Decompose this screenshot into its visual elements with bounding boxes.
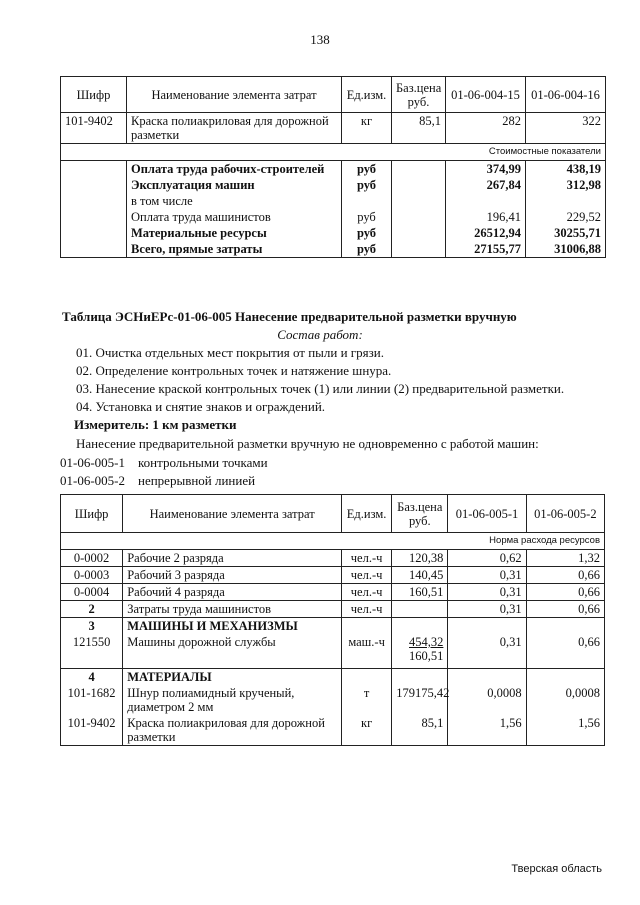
row-unit: руб [342, 177, 392, 193]
norm-code: 01-06-005-2 [60, 473, 125, 488]
norm-code: 01-06-005-1 [60, 455, 125, 470]
row-unit: руб [342, 209, 392, 225]
material-name: Краска полиакриловая для дорожной разметки [127, 113, 342, 144]
row-v2: 0,0008 [526, 685, 604, 715]
row-v1: 1,56 [448, 715, 526, 746]
row-v1: 0,62 [448, 550, 526, 567]
section-title: МАТЕРИАЛЫ [123, 668, 342, 685]
norm-code-desc: контрольными точками [138, 455, 268, 470]
row-v1: 27155,77 [446, 241, 526, 258]
row-v2: 1,56 [526, 715, 604, 746]
table-row [61, 584, 605, 601]
header-name: Наименование элемента затрат [127, 77, 342, 113]
table2-title: Таблица ЭСНиЕРс-01-06-005 Нанесение предварительной разметки вручную [62, 309, 517, 324]
row-name: Оплата труда рабочих-строителей [127, 161, 342, 178]
row-name: Затраты труда машинистов [123, 601, 342, 618]
norm-label: Норма расхода ресурсов [61, 533, 605, 550]
row-name: Эксплуатация машин [127, 177, 342, 193]
row-name: Шнур полиамидный крученый, диаметром 2 мм [123, 685, 342, 715]
header-col1: 01-06-004-15 [446, 77, 526, 113]
table-row [61, 634, 605, 668]
material-v1: 282 [446, 113, 526, 144]
resource-table-005 [60, 494, 605, 746]
header-name: Наименование элемента затрат [123, 495, 342, 533]
header-unit: Ед.изм. [342, 77, 392, 113]
row-v1: 0,31 [448, 584, 526, 601]
header-code: Шифр [61, 77, 127, 113]
row-v1: 0,31 [448, 634, 526, 668]
row-code: 101-1682 [61, 685, 123, 715]
row-v2: 0,66 [526, 584, 604, 601]
row-v1: 0,31 [448, 601, 526, 618]
section-title: МАШИНЫ И МЕХАНИЗМЫ [123, 618, 342, 635]
header-code: Шифр [61, 495, 123, 533]
material-unit: кг [342, 113, 392, 144]
cost-table-004 [60, 76, 606, 258]
row-unit: чел.-ч [342, 550, 392, 567]
work-item: 04. Установка и снятие знаков и ограждений. [76, 399, 326, 414]
row-name: Рабочий 3 разряда [123, 567, 342, 584]
row-v2: 0,66 [526, 634, 604, 668]
work-item: 02. Определение контрольных точек и натяжение шнура. [76, 363, 392, 378]
row-v2: 0,66 [526, 567, 604, 584]
norm-description: Нанесение предварительной разметки вручную не одновременно с работой машин: [76, 436, 539, 451]
table-row [61, 209, 606, 225]
table-row [61, 113, 606, 144]
row-code: 101-9402 [61, 715, 123, 746]
table-header-row [61, 77, 606, 113]
table-row [61, 685, 605, 715]
section-label: Стоимостные показатели [61, 144, 606, 161]
row-name: Краска полиакриловая для дорожной разметки [123, 715, 342, 746]
row-v1: 374,99 [446, 161, 526, 178]
table-row [61, 161, 606, 178]
row-unit: чел.-ч [342, 567, 392, 584]
row-v1: 0,0008 [448, 685, 526, 715]
footer-region: Тверская область [511, 863, 602, 875]
row-name: Оплата труда машинистов [127, 209, 342, 225]
row-unit: руб [342, 225, 392, 241]
section-row [61, 668, 605, 685]
header-col2: 01-06-004-16 [526, 77, 606, 113]
section-row [61, 618, 605, 635]
row-v2: 30255,71 [526, 225, 606, 241]
table-row [61, 567, 605, 584]
header-price: Баз.цена руб. [392, 495, 448, 533]
row-code: 2 [61, 601, 123, 618]
table-row [61, 193, 606, 209]
row-code: 121550 [61, 634, 123, 668]
row-price-operator: 160,51 [409, 649, 444, 663]
table-row [61, 550, 605, 567]
row-v2: 229,52 [526, 209, 606, 225]
material-code: 101-9402 [61, 113, 127, 144]
row-v1: 196,41 [446, 209, 526, 225]
row-unit: кг [342, 715, 392, 746]
row-v1: 0,31 [448, 567, 526, 584]
row-price: 140,45 [392, 567, 448, 584]
table-row [61, 241, 606, 258]
table-row [61, 601, 605, 618]
header-price: Баз.цена руб. [392, 77, 446, 113]
row-name: в том числе [127, 193, 342, 209]
row-v2: 31006,88 [526, 241, 606, 258]
row-code: 0-0004 [61, 584, 123, 601]
row-price: 454,32 [409, 635, 444, 649]
row-price: 179175,42 [392, 685, 448, 715]
header-col1: 01-06-005-1 [448, 495, 526, 533]
section-code: 3 [61, 618, 123, 635]
row-name: Рабочие 2 разряда [123, 550, 342, 567]
section-row [61, 533, 605, 550]
page-number: 138 [310, 32, 330, 47]
row-unit: руб [342, 241, 392, 258]
table-row [61, 225, 606, 241]
row-v2: 312,98 [526, 177, 606, 193]
row-v2: 0,66 [526, 601, 604, 618]
row-unit: чел.-ч [342, 584, 392, 601]
row-unit: маш.-ч [342, 634, 392, 668]
table-row [61, 715, 605, 746]
header-unit: Ед.изм. [342, 495, 392, 533]
row-unit: чел.-ч [342, 601, 392, 618]
row-unit: т [342, 685, 392, 715]
row-v2: 438,19 [526, 161, 606, 178]
row-code: 0-0003 [61, 567, 123, 584]
norm-code-desc: непрерывной линией [138, 473, 256, 488]
row-v1: 267,84 [446, 177, 526, 193]
work-item: 01. Очистка отдельных мест покрытия от пыли и грязи. [76, 345, 384, 360]
row-name: Машины дорожной службы [123, 634, 342, 668]
row-name: Рабочий 4 разряда [123, 584, 342, 601]
row-price: 120,38 [392, 550, 448, 567]
work-composition-heading: Состав работ: [277, 327, 363, 342]
section-code: 4 [61, 668, 123, 685]
row-name: Материальные ресурсы [127, 225, 342, 241]
row-price: 85,1 [392, 715, 448, 746]
measure-unit: Измеритель: 1 км разметки [74, 417, 237, 432]
row-price: 160,51 [392, 584, 448, 601]
row-v2: 1,32 [526, 550, 604, 567]
row-code: 0-0002 [61, 550, 123, 567]
row-unit: руб [342, 161, 392, 178]
section-row [61, 144, 606, 161]
material-v2: 322 [526, 113, 606, 144]
table-header-row [61, 495, 605, 533]
material-price: 85,1 [392, 113, 446, 144]
row-name: Всего, прямые затраты [127, 241, 342, 258]
work-item: 03. Нанесение краской контрольных точек (1) или линии (2) предварительной разметки. [76, 381, 565, 396]
table-row [61, 177, 606, 193]
row-v1: 26512,94 [446, 225, 526, 241]
header-col2: 01-06-005-2 [526, 495, 604, 533]
